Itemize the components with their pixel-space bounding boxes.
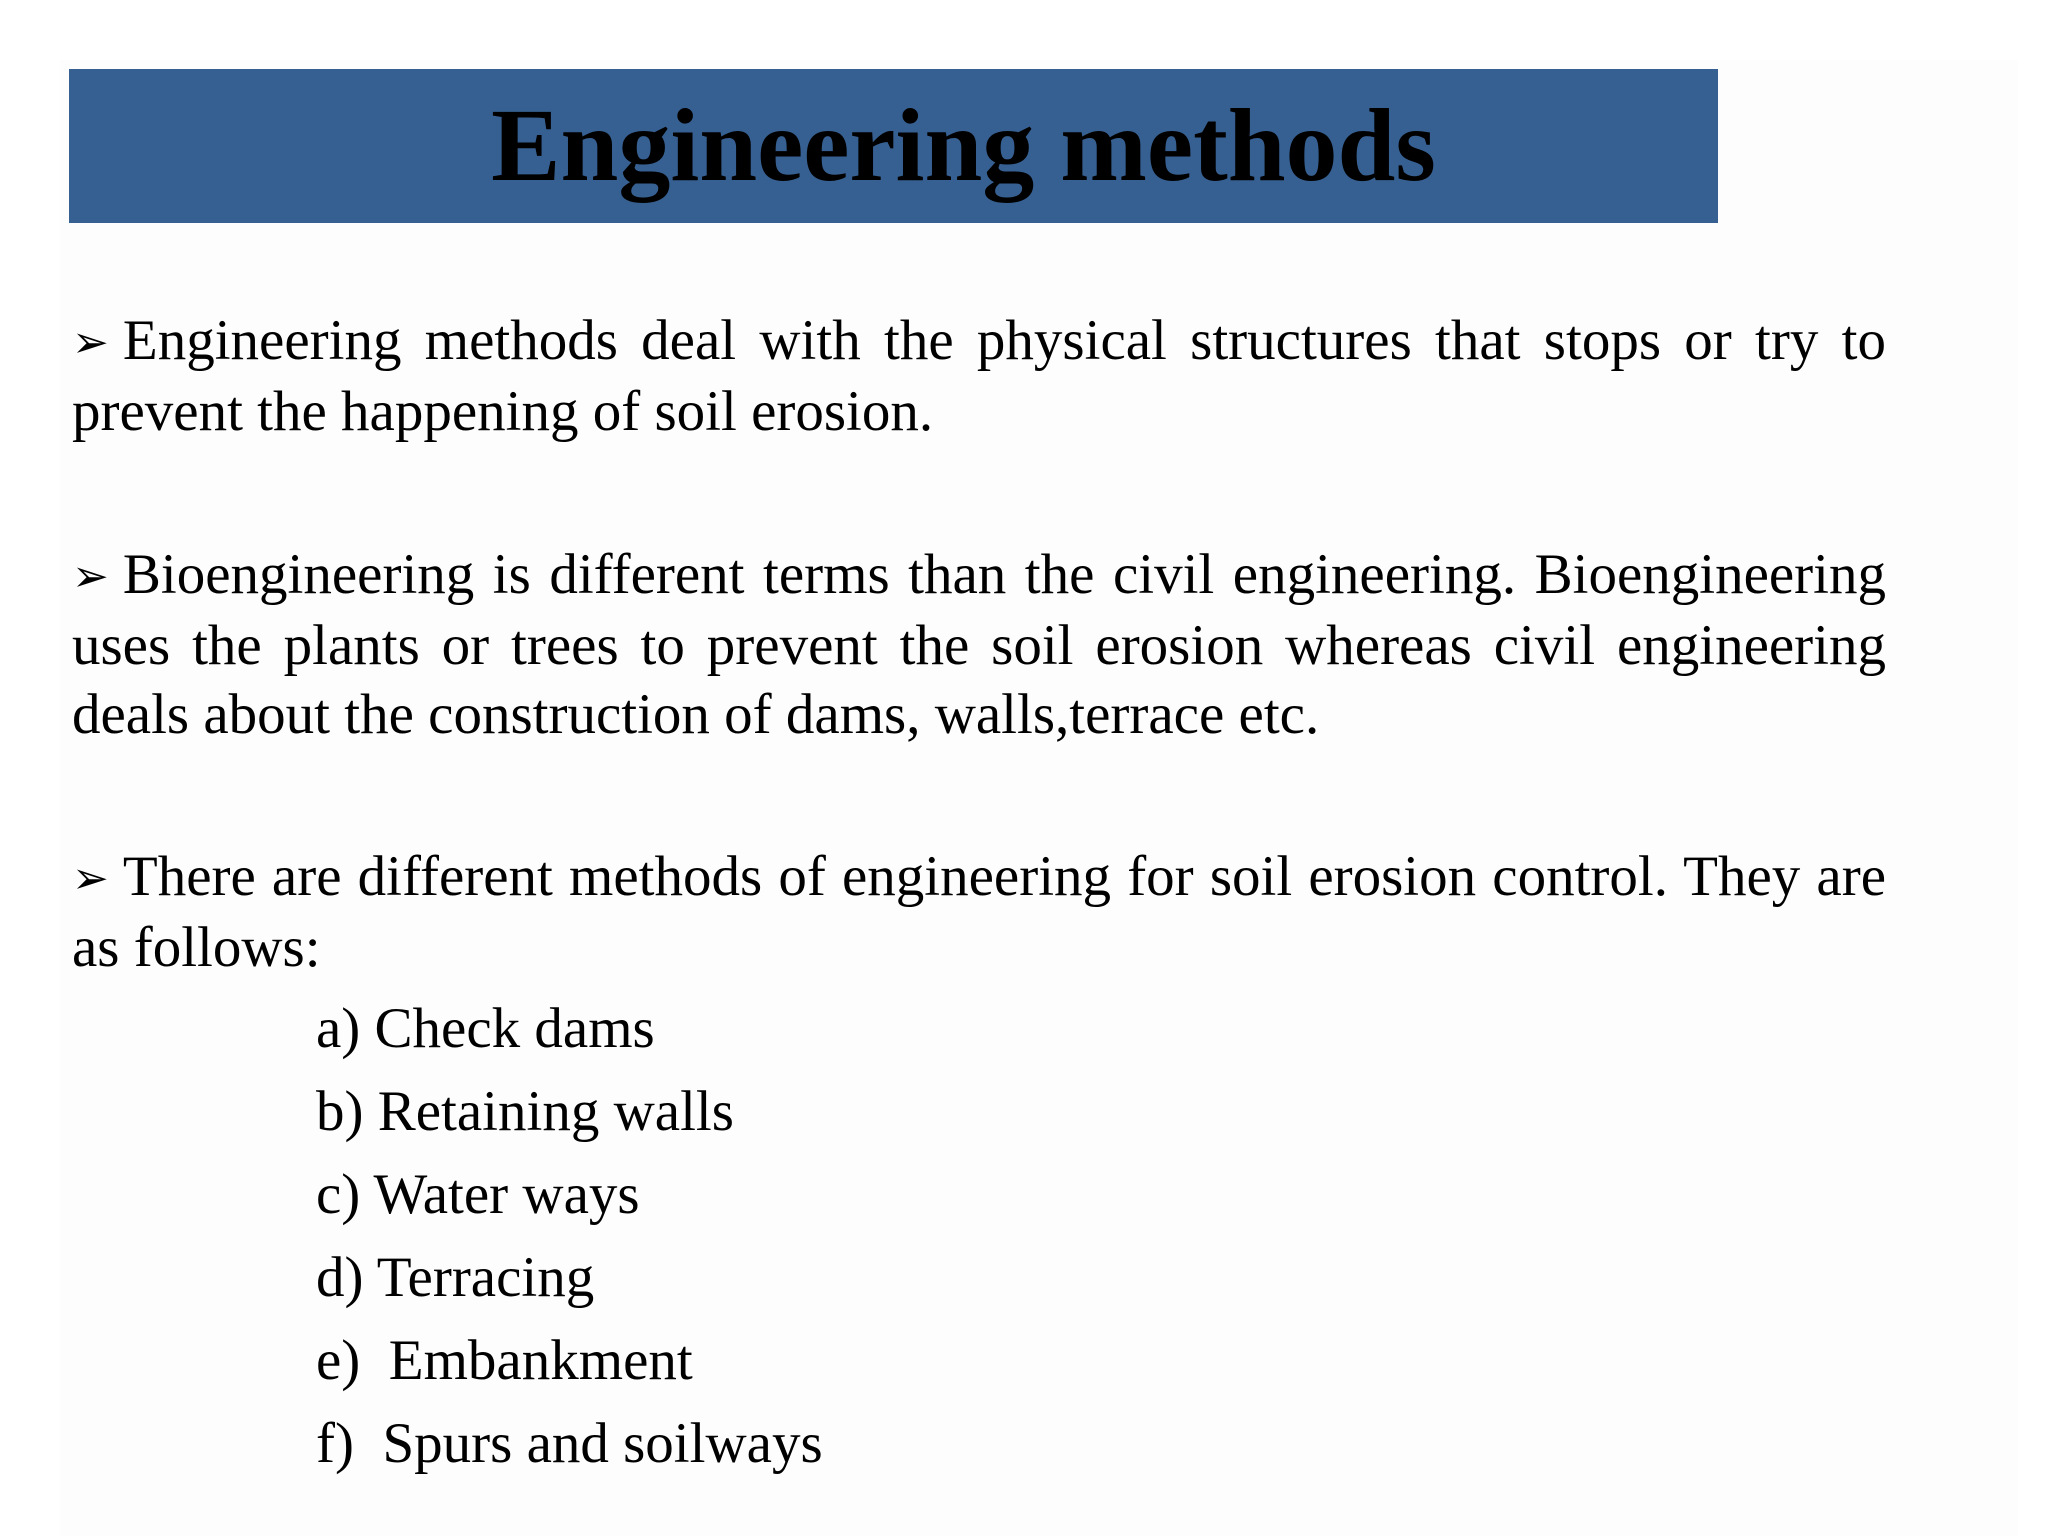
bullet-paragraph-methods-intro — [72, 842, 1886, 982]
list-item-retaining-walls: b) Retaining walls — [316, 1080, 734, 1143]
bullet-paragraph-engineering-methods — [72, 306, 1886, 446]
list-item-embankment: e) Embankment — [316, 1329, 693, 1392]
slide-title: Engineering methods — [491, 88, 1436, 203]
paragraph-text: Engineering methods deal with the physical structures that stops or try to prevent the happening of soil erosion. — [72, 309, 1886, 443]
list-item-check-dams: a) Check dams — [316, 997, 655, 1060]
list-item-terracing: d) Terracing — [316, 1246, 595, 1309]
paragraph-text: Bioengineering is different terms than the civil engineering. Bioengineering uses the plants or trees to prevent the soil erosion whereas civil engineering deals about the construction of dams, walls,terrace etc. — [72, 543, 1886, 746]
arrowhead-bullet-icon: ➢ — [72, 551, 109, 602]
arrowhead-bullet-icon: ➢ — [72, 317, 109, 368]
methods-list — [316, 996, 823, 1494]
paragraph-text: There are different methods of engineering for soil erosion control. They are as follows: — [72, 845, 1886, 979]
bullet-paragraph-bioengineering — [72, 540, 1886, 749]
list-item-water-ways: c) Water ways — [316, 1163, 640, 1226]
arrowhead-bullet-icon: ➢ — [72, 853, 109, 904]
list-item-spurs-and-soilways: f) Spurs and soilways — [316, 1412, 823, 1475]
